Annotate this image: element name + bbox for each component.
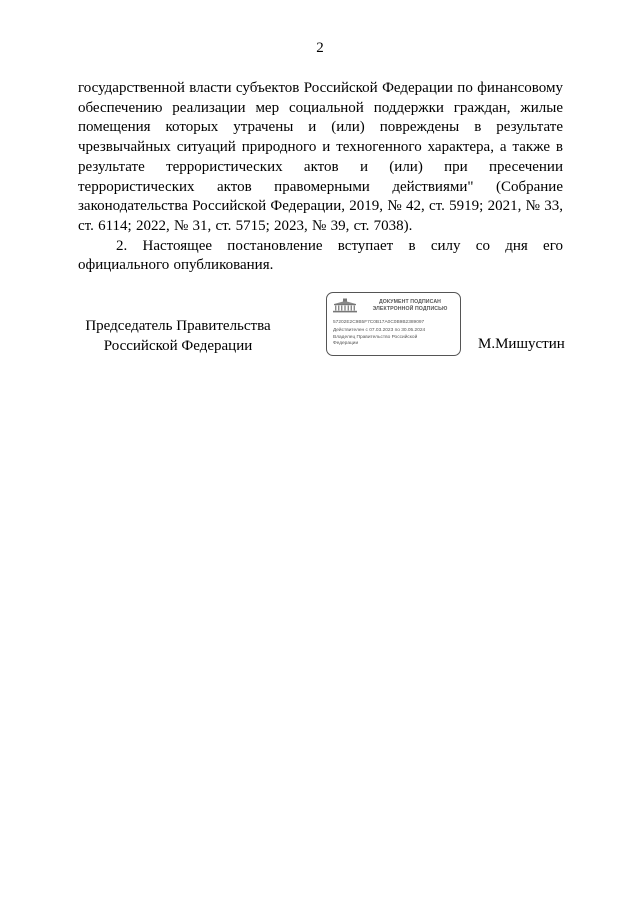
signatory-name: М.Мишустин (478, 336, 565, 352)
body-paragraph: государственной власти субъектов Российской Федерации по финансовому обеспечению реализации мер социальной поддержки граждан, жилые помещения которых утрачены и (или) повреждены в результате чрезвычайных ситуаций природного и техногенного характера, а также в результате террористических актов и (или) при пресечении террористических актов правомерными действиями" (Собрание законодательства Российской Федерации, 2019, № 42, ст. 5919; 2021, № 33, ст. 6114; 2022, № 31, ст. 5715; 2023, № 39, ст. 7038). (78, 80, 563, 234)
government-building-emblem-icon (332, 298, 358, 313)
stamp-heading (361, 299, 459, 313)
signatory-title-line: Председатель Правительства (85, 318, 271, 334)
stamp-owner: Федерации (333, 341, 359, 346)
stamp-heading-line: ДОКУМЕНТ ПОДПИСАН (378, 299, 442, 305)
stamp-certificate-serial: 57202E2C9B5F7C0B17A0C0B9B2389097 (333, 320, 425, 325)
page-number: 2 (316, 40, 324, 56)
stamp-owner: Владелец Правительство Российской (333, 335, 418, 340)
body-paragraph: 2. Настоящее постановление вступает в силу со дня его официального опубликования. (78, 237, 563, 274)
signatory-title (78, 316, 278, 356)
signatory-title-line: Российской Федерации (103, 338, 253, 354)
stamp-validity-period: Действителен с 07.03.2023 по 30.05.2024 (333, 328, 426, 333)
document-body (78, 79, 563, 276)
electronic-signature-stamp (326, 292, 461, 356)
stamp-heading-line: ЭЛЕКТРОННОЙ ПОДПИСЬЮ (372, 305, 448, 312)
